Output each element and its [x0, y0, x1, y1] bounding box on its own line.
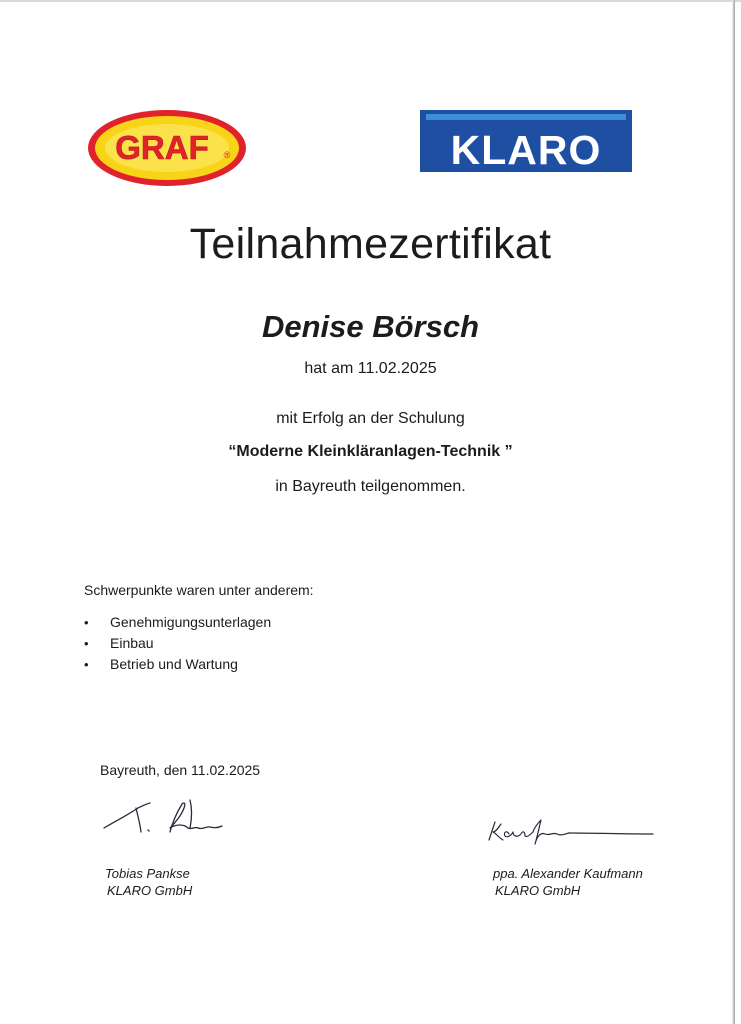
- signature-left: [100, 794, 230, 838]
- signatory-name: Tobias Pankse: [105, 866, 190, 881]
- graf-logo-text: GRAF: [115, 129, 209, 166]
- scan-edge-top: [0, 0, 741, 2]
- signatory-company: KLARO GmbH: [107, 883, 193, 898]
- certificate-title: Teilnahmezertifikat: [189, 220, 552, 268]
- bullet-icon: •: [84, 615, 89, 630]
- focus-list: [84, 613, 271, 676]
- focus-item-label: Einbau: [110, 635, 154, 651]
- signature-right: [485, 816, 655, 846]
- graf-logo: [86, 108, 248, 188]
- signatory-left: [105, 865, 192, 899]
- list-item: [84, 634, 271, 655]
- scan-edge-right: [732, 0, 735, 1024]
- list-item: [84, 655, 271, 676]
- focus-item-label: Betrieb und Wartung: [110, 656, 238, 672]
- klaro-logo-text: KLARO: [450, 127, 602, 172]
- klaro-logo: [420, 110, 632, 172]
- focus-intro: Schwerpunkte waren unter anderem:: [84, 582, 314, 598]
- course-title: “Moderne Kleinkläranlagen-Technik ”: [228, 443, 513, 460]
- place-date: Bayreuth, den 11.02.2025: [100, 762, 261, 778]
- signatory-company: KLARO GmbH: [495, 883, 581, 898]
- signatory-right: [493, 865, 643, 899]
- signatory-name: ppa. Alexander Kaufmann: [493, 866, 643, 881]
- participant-name: Denise Börsch: [261, 309, 480, 344]
- bullet-icon: •: [84, 636, 89, 651]
- date-line: hat am 11.02.2025: [304, 360, 437, 377]
- focus-item-label: Genehmigungsunterlagen: [110, 614, 272, 630]
- bullet-icon: •: [84, 657, 89, 672]
- graf-registered-mark: ®: [223, 150, 231, 160]
- list-item: [84, 613, 271, 634]
- success-line: mit Erfolg an der Schulung: [276, 410, 465, 427]
- location-line: in Bayreuth teilgenommen.: [275, 478, 466, 495]
